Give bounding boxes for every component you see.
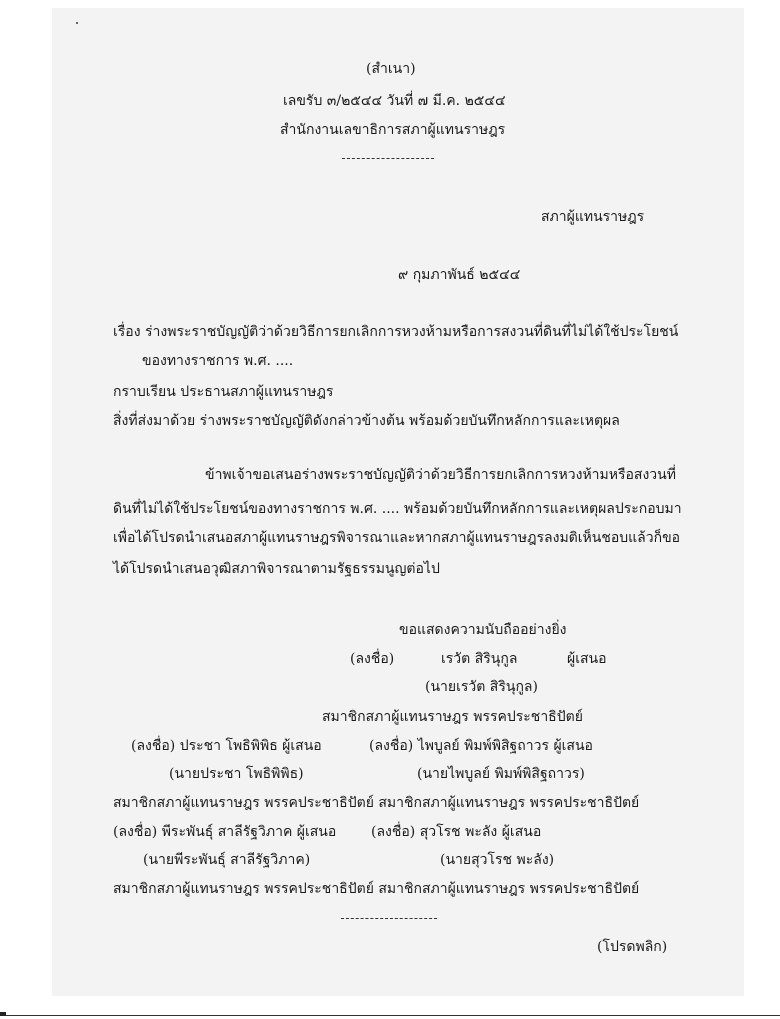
scan-corner-mark bbox=[0, 1012, 6, 1016]
office-name: สำนักงานเลขาธิการสภาผู้แทนราษฎร bbox=[280, 122, 506, 138]
cosigner-3-name: (นายพีระพันธุ์ สาลีรัฐวิภาค) bbox=[143, 852, 311, 868]
scan-edge-line bbox=[0, 1015, 780, 1016]
subject-line-2: ของทางราชการ พ.ศ. .... bbox=[142, 353, 294, 369]
receipt-line: เลขรับ ๓/๒๕๔๔ วันที่ ๗ มี.ค. ๒๕๔๔ bbox=[283, 93, 506, 109]
cosigner-3-sign: (ลงชื่อ) พีระพันธุ์ สาลีรัฐวิภาค ผู้เสนอ bbox=[113, 824, 337, 840]
cosigner-1-name: (นายประชา โพธิพิพิธ) bbox=[169, 766, 304, 782]
letter-date: ๙ กุมภาพันธ์ ๒๕๔๔ bbox=[398, 267, 521, 283]
scan-speck bbox=[76, 22, 78, 24]
enclosure: สิ่งที่ส่งมาด้วย ร่างพระราชบัญญัติดังกล่าวข้างต้น พร้อมด้วยบันทึกหลักการและเหตุผล bbox=[113, 413, 620, 429]
body-line-3: เพื่อได้โปรดนำเสนอสภาผู้แทนราษฎรพิจารณาและหากสภาผู้แทนราษฎรลงมติเห็นชอบแล้วก็ขอ bbox=[113, 530, 681, 546]
cosigner-row-1-titles: สมาชิกสภาผู้แทนราษฎร พรรคประชาธิปัตย์ สมาชิกสภาผู้แทนราษฎร พรรคประชาธิปัตย์ bbox=[113, 795, 640, 811]
cosigner-2-name: (นายไพบูลย์ พิมพ์พิสิฐถาวร) bbox=[417, 766, 585, 782]
cosigner-row-2-titles: สมาชิกสภาผู้แทนราษฎร พรรคประชาธิปัตย์ สมาชิกสภาผู้แทนราษฎร พรรคประชาธิปัตย์ bbox=[113, 881, 640, 897]
main-signer-name: (นายเรวัต สิรินุกูล) bbox=[425, 679, 538, 695]
salutation: กราบเรียน ประธานสภาผู้แทนราษฎร bbox=[113, 384, 334, 400]
cosigner-1-sign: (ลงชื่อ) ประชา โพธิพิพิธ ผู้เสนอ bbox=[131, 738, 322, 754]
footer-divider bbox=[341, 918, 437, 919]
turn-over-note: (โปรดพลิก) bbox=[597, 939, 668, 955]
sender: สภาผู้แทนราษฎร bbox=[541, 209, 645, 225]
body-line-2: ดินที่ไม่ได้ใช้ประโยชน์ของทางราชการ พ.ศ. .... พร้อมด้วยบันทึกหลักการและเหตุผลประกอบมา bbox=[113, 501, 682, 517]
main-role: ผู้เสนอ bbox=[567, 651, 607, 667]
cosigner-4-sign: (ลงชื่อ) สุวโรช พะลัง ผู้เสนอ bbox=[371, 824, 542, 840]
cosigner-4-name: (นายสุวโรช พะลัง) bbox=[440, 852, 555, 868]
subject-line-1: เรื่อง ร่างพระราชบัญญัติว่าด้วยวิธีการยกเลิกการหวงห้ามหรือการสงวนที่ดินที่ไม่ได้ใช้ประโยชน์ bbox=[113, 324, 679, 340]
main-signer: เรวัต สิรินุกูล bbox=[441, 651, 518, 667]
main-sign-label: (ลงชื่อ) bbox=[350, 651, 395, 667]
main-signer-title: สมาชิกสภาผู้แทนราษฎร พรรคประชาธิปัตย์ bbox=[322, 709, 583, 725]
closing: ขอแสดงความนับถืออย่างยิ่ง bbox=[399, 622, 567, 638]
copy-mark: (สำเนา) bbox=[366, 61, 416, 77]
body-line-1: ข้าพเจ้าขอเสนอร่างพระราชบัญญัติว่าด้วยวิธีการยกเลิกการหวงห้ามหรือสงวนที่ bbox=[205, 467, 676, 483]
header-divider bbox=[342, 158, 434, 159]
cosigner-2-sign: (ลงชื่อ) ไพบูลย์ พิมพ์พิสิฐถาวร ผู้เสนอ bbox=[369, 738, 593, 754]
body-line-4: ได้โปรดนำเสนอวุฒิสภาพิจารณาตามรัฐธรรมนูญต่อไป bbox=[113, 561, 440, 577]
